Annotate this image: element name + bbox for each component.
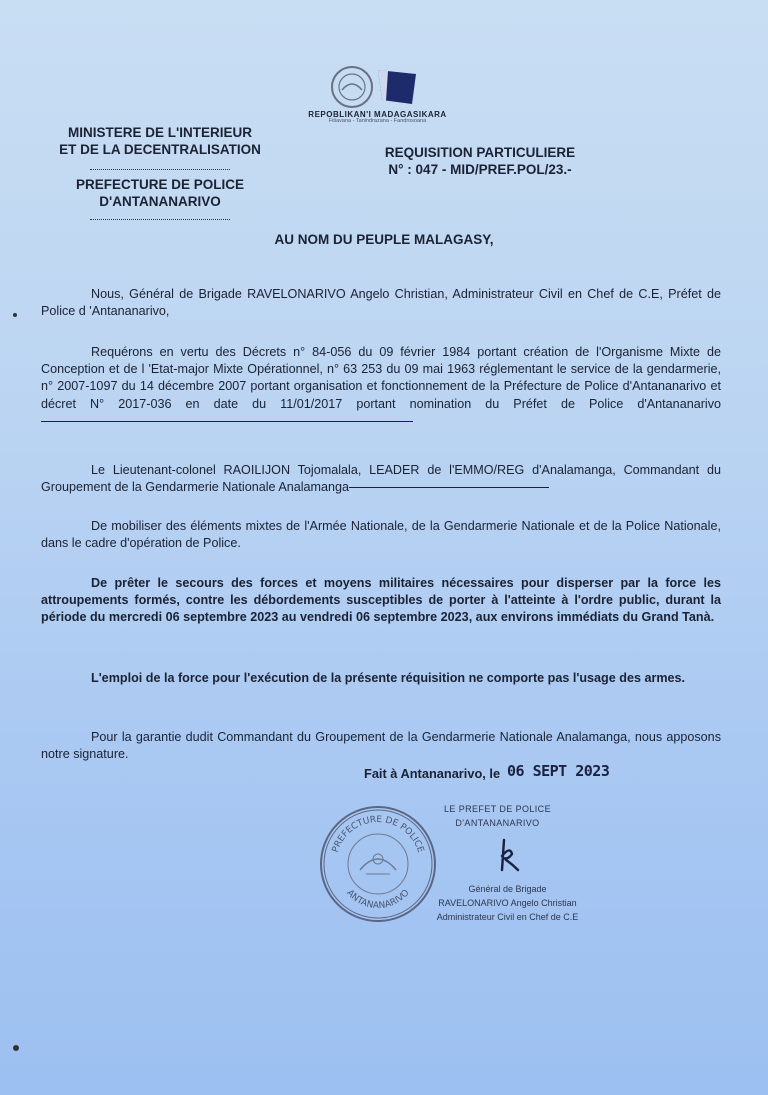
- place-label: Fait à Antananarivo, le: [364, 766, 501, 781]
- round-seal-icon: [318, 804, 438, 924]
- signature-title-line2: D'ANTANANARIVO: [455, 818, 540, 828]
- paragraph-assistance: [41, 575, 721, 627]
- handwritten-signature: [490, 836, 530, 876]
- paragraph-guarantee: [41, 729, 721, 763]
- paragraph-force-use-text: L'emploi de la force pour l'exécution de la présente réquisition ne comporte pas l'usage des armes.: [91, 671, 686, 685]
- margin-speck: [13, 313, 17, 317]
- seal-and-flag-icon: [328, 62, 423, 112]
- paragraph-commander: [41, 462, 721, 496]
- paragraph-authority-text: Nous, Général de Brigade RAVELONARIVO Angelo Christian, Administrateur Civil en Chef de C.E, Préfet de Police d 'Antananarivo,: [41, 287, 721, 319]
- date-stamp: 06 SEPT 2023: [507, 762, 610, 780]
- prefecture-line2: D'ANTANANARIVO: [99, 194, 221, 209]
- prefecture-line1: PREFECTURE DE POLICE: [75, 177, 245, 192]
- margin-speck: [13, 1045, 19, 1051]
- requisition-title: REQUISITION PARTICULIERE: [384, 145, 576, 160]
- emblem-motto: Fitiavana - Tanindrazana - Fandrosoana: [328, 118, 427, 124]
- requisition-block: [330, 144, 630, 178]
- paragraph-mobilize: [41, 518, 721, 552]
- emblem-caption: REPOBLIKAN'I MADAGASIKARA: [308, 110, 447, 119]
- requisition-number: N° : 047 - MID/PREF.POL/23.-: [388, 162, 572, 177]
- paragraph-force-use: [41, 670, 721, 687]
- ministry-line2: ET DE LA DECENTRALISATION: [59, 142, 261, 157]
- stamp-top-text: PREFECTURE DE POLICE: [330, 814, 426, 854]
- paragraph-decrees: [41, 344, 721, 430]
- signatory-rank: Général de Brigade: [468, 884, 547, 894]
- paragraph-mobilize-text: De mobiliser des éléments mixtes de l'Armée Nationale, de la Gendarmerie Nationale et de la Police Nationale, dans le cadre d'opération de Police.: [41, 519, 721, 551]
- national-emblem: [328, 62, 423, 112]
- ministry-block: [40, 124, 280, 158]
- prefecture-block: [40, 176, 280, 210]
- signatory-name: RAVELONARIVO Angelo Christian: [438, 898, 577, 908]
- header-separator: [90, 169, 230, 170]
- document-heading: AU NOM DU PEUPLE MALAGASY,: [274, 232, 494, 247]
- official-stamp: [318, 804, 438, 924]
- signature-title-line1: LE PREFET DE POLICE: [444, 804, 551, 814]
- paragraph-commander-text: Le Lieutenant-colonel RAOILIJON Tojomalala, LEADER de l'EMMO/REG d'Analamanga, Commandant du Groupement de la Gendarmerie Nationale Analamanga: [41, 463, 721, 495]
- signature-scribble-icon: [490, 836, 530, 876]
- fill-line: [349, 487, 549, 488]
- signature-title: [440, 802, 555, 830]
- header-separator-2: [90, 219, 230, 220]
- ministry-line1: MINISTERE DE L'INTERIEUR: [68, 125, 252, 140]
- signatory-details: [425, 882, 590, 924]
- paragraph-guarantee-text: Pour la garantie dudit Commandant du Groupement de la Gendarmerie Nationale Analamanga, nous apposons notre signature.: [41, 730, 721, 762]
- paragraph-authority: [41, 286, 721, 320]
- stamp-bottom-text: ANTANANARIVO: [344, 888, 412, 912]
- paragraph-assistance-text: De prêter le secours des forces et moyens militaires nécessaires pour disperser par la force les attroupements formés, contre les débordements susceptibles de porter à l'atteinte à l'ordre public, durant la période du mercredi 06 septembre 2023 au vendredi 06 septembre 2023, aux environs immédiats du Grand Tanà.: [41, 576, 721, 625]
- paragraph-decrees-text: Requérons en vertu des Décrets n° 84-056 du 09 février 1984 portant création de l'Organisme Mixte de Conception et de l 'Etat-major Mixte Opérationnel, n° 63 253 du 09 mai 1963 réglementant le service de la gendarmerie, n° 2007-1097 du 14 décembre 2007 portant organisation et fonctionnement de la Préfecture de Police d'Antananarivo et décret N° 2017-036 en date du 11/01/2017 portant nomination du Préfet de Police d'Antananarivo: [41, 345, 721, 411]
- fill-line: [41, 421, 413, 422]
- svg-text:ANTANANARIVO: [344, 888, 411, 911]
- signatory-function: Administrateur Civil en Chef de C.E: [436, 912, 579, 922]
